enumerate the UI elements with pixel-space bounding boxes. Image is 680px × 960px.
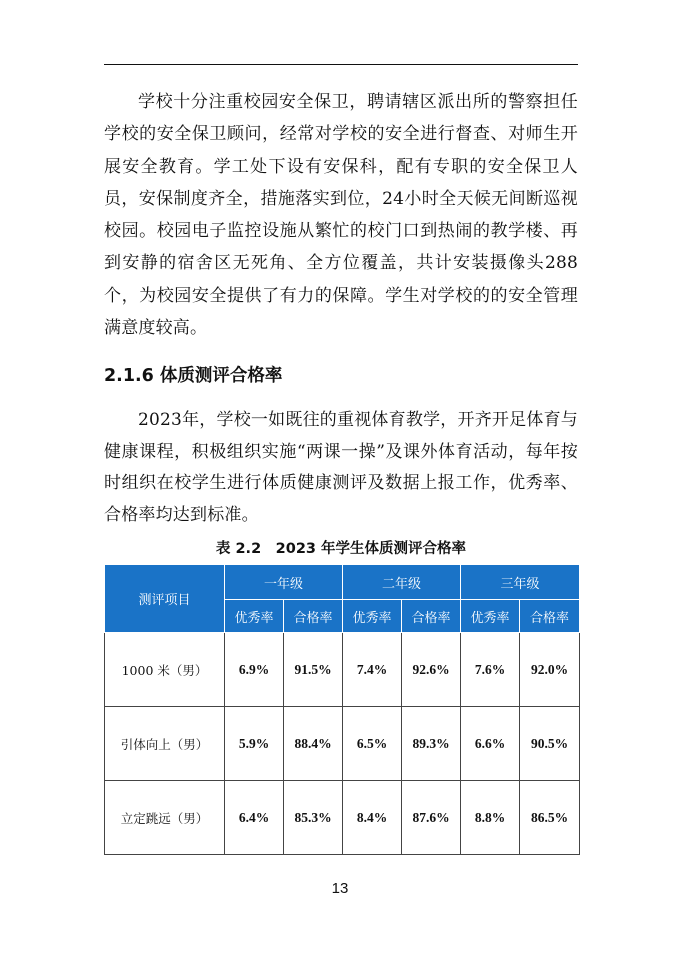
table-cell: 6.5% <box>343 707 402 781</box>
table-cell: 8.4% <box>343 781 402 855</box>
table-cell: 6.6% <box>461 707 520 781</box>
table-row <box>105 633 580 707</box>
table-cell: 89.3% <box>402 707 461 781</box>
table-caption: 表 2.2 2023 年学生体质测评合格率 <box>215 541 467 557</box>
table-row <box>105 707 580 781</box>
table-cell: 90.5% <box>520 707 580 781</box>
table-row <box>105 781 580 855</box>
page-number: 13 <box>331 880 349 897</box>
body-paragraph-2: 2023年，学校一如既往的重视体育教学，开齐开足体育与健康课程，积极组织实施“两课一操”及课外体育活动，每年按时组织在校学生进行体质健康测评及数据上报工作，优秀率、合格率均达到标准。 <box>104 410 578 525</box>
table-cell: 92.0% <box>520 633 580 707</box>
row-item-label: 引体向上（男） <box>105 707 225 781</box>
table-cell: 85.3% <box>284 781 343 855</box>
fitness-table <box>104 564 580 855</box>
row-item-label: 立定跳远（男） <box>105 781 225 855</box>
sub-header-pass: 合格率 <box>402 600 461 633</box>
grade-header-2: 二年级 <box>343 565 461 600</box>
sub-header-excellent: 优秀率 <box>461 600 520 633</box>
table-cell: 86.5% <box>520 781 580 855</box>
grade-header-1: 一年级 <box>225 565 343 600</box>
corner-header-cell <box>105 565 225 633</box>
table-cell: 88.4% <box>284 707 343 781</box>
table-cell: 92.6% <box>402 633 461 707</box>
table-cell: 87.6% <box>402 781 461 855</box>
sub-header-excellent: 优秀率 <box>225 600 284 633</box>
body-paragraph-1: 学校十分注重校园安全保卫，聘请辖区派出所的警察担任学校的安全保卫顾问，经常对学校的安全进行督查、对师生开展安全教育。学工处下设有安保科，配有专职的安全保卫人员，安保制度齐全，措施落实到位，24小时全天候无间断巡视校园。校园电子监控设施从繁忙的校门口到热闹的教学楼、再到安静的宿舍区无死角、全方位覆盖，共计安装摄像头288个，为校园安全提供了有力的保障。学生对学校的的安全管理满意度较高。 <box>104 92 578 339</box>
sub-header-pass: 合格率 <box>284 600 343 633</box>
table-cell: 6.4% <box>225 781 284 855</box>
corner-header-label: 测评项目 <box>138 593 191 608</box>
table-cell: 91.5% <box>284 633 343 707</box>
header-rule <box>104 64 578 65</box>
grade-header-3: 三年级 <box>461 565 580 600</box>
table-cell: 6.9% <box>225 633 284 707</box>
section-heading: 2.1.6 体质测评合格率 <box>104 366 283 386</box>
table-cell: 7.6% <box>461 633 520 707</box>
table-cell: 8.8% <box>461 781 520 855</box>
table-cell: 5.9% <box>225 707 284 781</box>
table-cell: 7.4% <box>343 633 402 707</box>
sub-header-pass: 合格率 <box>520 600 580 633</box>
row-item-label: 1000 米（男） <box>105 633 225 707</box>
sub-header-excellent: 优秀率 <box>343 600 402 633</box>
